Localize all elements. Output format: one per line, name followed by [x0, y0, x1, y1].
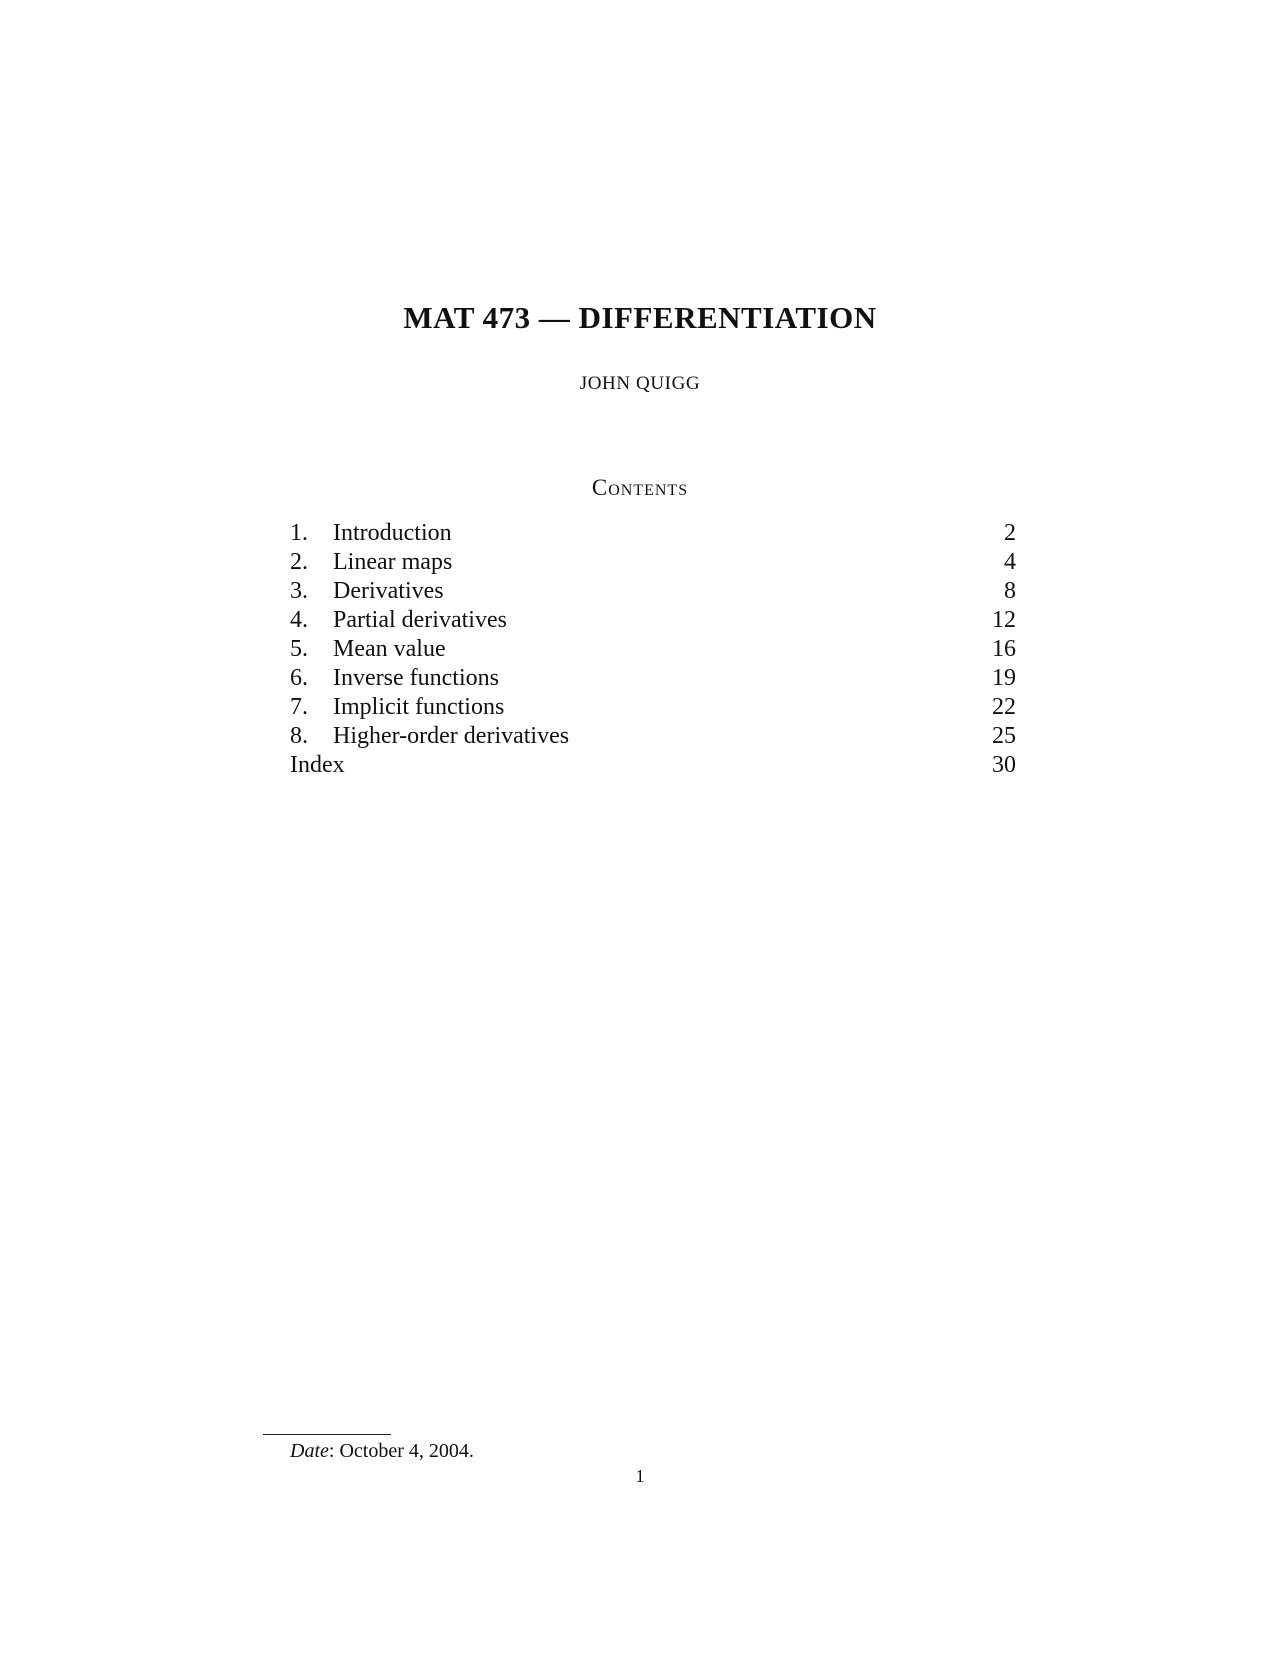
page-number: 1: [635, 1466, 645, 1486]
toc-entry-index: [290, 751, 1016, 780]
toc-entry-label: Introduction: [333, 520, 452, 546]
toc-entry-inverse-functions: [290, 664, 1016, 693]
table-of-contents: [290, 519, 1016, 780]
footnote-separator: :: [328, 1440, 340, 1462]
toc-entry-higher-order-derivatives: [290, 722, 1016, 751]
contents-heading: Contents: [591, 475, 689, 500]
toc-entry-number: 7.: [290, 694, 308, 720]
toc-entry-page: 12: [992, 607, 1016, 633]
toc-entry-label: Linear maps: [333, 549, 453, 575]
toc-entry-label: Mean value: [333, 636, 446, 662]
footnote-divider: [263, 1434, 391, 1435]
toc-entry-number: 1.: [290, 520, 308, 546]
toc-entry-derivatives: [290, 577, 1016, 606]
toc-entry-number: 6.: [290, 665, 308, 691]
toc-entry-number: 4.: [290, 607, 308, 633]
toc-entry-page: 30: [992, 752, 1016, 778]
toc-entry-number: 5.: [290, 636, 308, 662]
toc-entry-introduction: [290, 519, 1016, 548]
footnote-date: [290, 1440, 474, 1463]
toc-entry-number: 8.: [290, 723, 308, 749]
toc-entry-number: 2.: [290, 549, 308, 575]
toc-entry-label: Derivatives: [333, 578, 444, 604]
toc-entry-page: 22: [992, 694, 1016, 720]
toc-entry-label: Implicit functions: [333, 694, 505, 720]
toc-entry-number: 3.: [290, 578, 308, 604]
toc-entry-page: 4: [1004, 549, 1016, 575]
footnote-key: Date: [290, 1440, 329, 1462]
toc-entry-page: 2: [1004, 520, 1016, 546]
toc-entry-page: 8: [1004, 578, 1016, 604]
toc-entry-label: Inverse functions: [333, 665, 499, 691]
document-author: JOHN QUIGG: [579, 373, 701, 394]
toc-entry-page: 25: [992, 723, 1016, 749]
footnote-value: October 4, 2004.: [339, 1440, 474, 1462]
toc-entry-page: 19: [992, 665, 1016, 691]
toc-entry-mean-value: [290, 635, 1016, 664]
toc-entry-partial-derivatives: [290, 606, 1016, 635]
toc-entry-label: Index: [290, 752, 345, 778]
toc-entry-label: Higher-order derivatives: [333, 723, 570, 749]
toc-entry-implicit-functions: [290, 693, 1016, 722]
document-title: MAT 473 — DIFFERENTIATION: [403, 300, 877, 335]
toc-entry-page: 16: [992, 636, 1016, 662]
toc-entry-linear-maps: [290, 548, 1016, 577]
toc-entry-label: Partial derivatives: [333, 607, 507, 633]
